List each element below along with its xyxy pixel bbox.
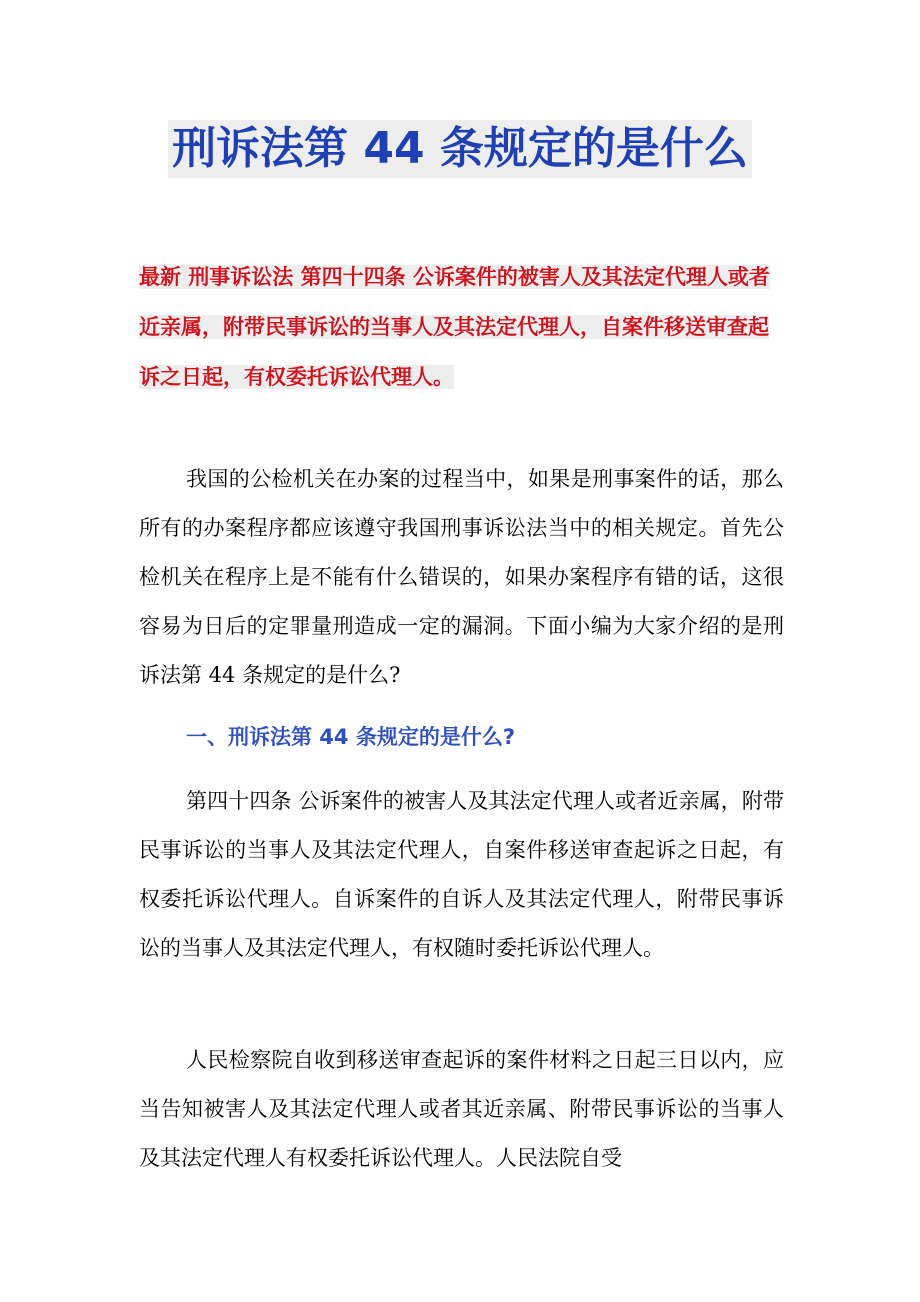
summary-text: 最新 刑事诉讼法 第四十四条 公诉案件的被害人及其法定代理人或者近亲属，附带民事诉讼的当事人及其法定代理人，自案件移送审查起诉之日起，有权委托诉讼代理人。 (139, 265, 770, 389)
title-container (0, 120, 920, 178)
procuratorate-paragraph: 人民检察院自收到移送审查起诉的案件材料之日起三日以内，应当告知被害人及其法定代理人或者其近亲属、附带民事诉讼的当事人及其法定代理人有权委托诉讼代理人。人民法院自受 (139, 1048, 784, 1170)
article-paragraph: 第四十四条 公诉案件的被害人及其法定代理人或者近亲属，附带民事诉讼的当事人及其法定代理人，自案件移送审查起诉之日起，有权委托诉讼代理人。自诉案件的自诉人及其法定代理人，附带民事诉讼的当事人及其法定代理人，有权随时委托诉讼代理人。 (139, 789, 784, 960)
summary-block (139, 252, 789, 402)
document-title: 刑诉法第 44 条规定的是什么 (168, 120, 752, 178)
intro-paragraph: 我国的公检机关在办案的过程当中，如果是刑事案件的话，那么所有的办案程序都应该遵守我国刑事诉讼法当中的相关规定。首先公检机关在程序上是不能有什么错误的，如果办案程序有错的话，这很容易为日后的定罪量刑造成一定的漏洞。下面小编为大家介绍的是刑诉法第 44 条规定的是什么? (139, 467, 784, 687)
section-heading: 一、刑诉法第 44 条规定的是什么? (186, 725, 516, 749)
